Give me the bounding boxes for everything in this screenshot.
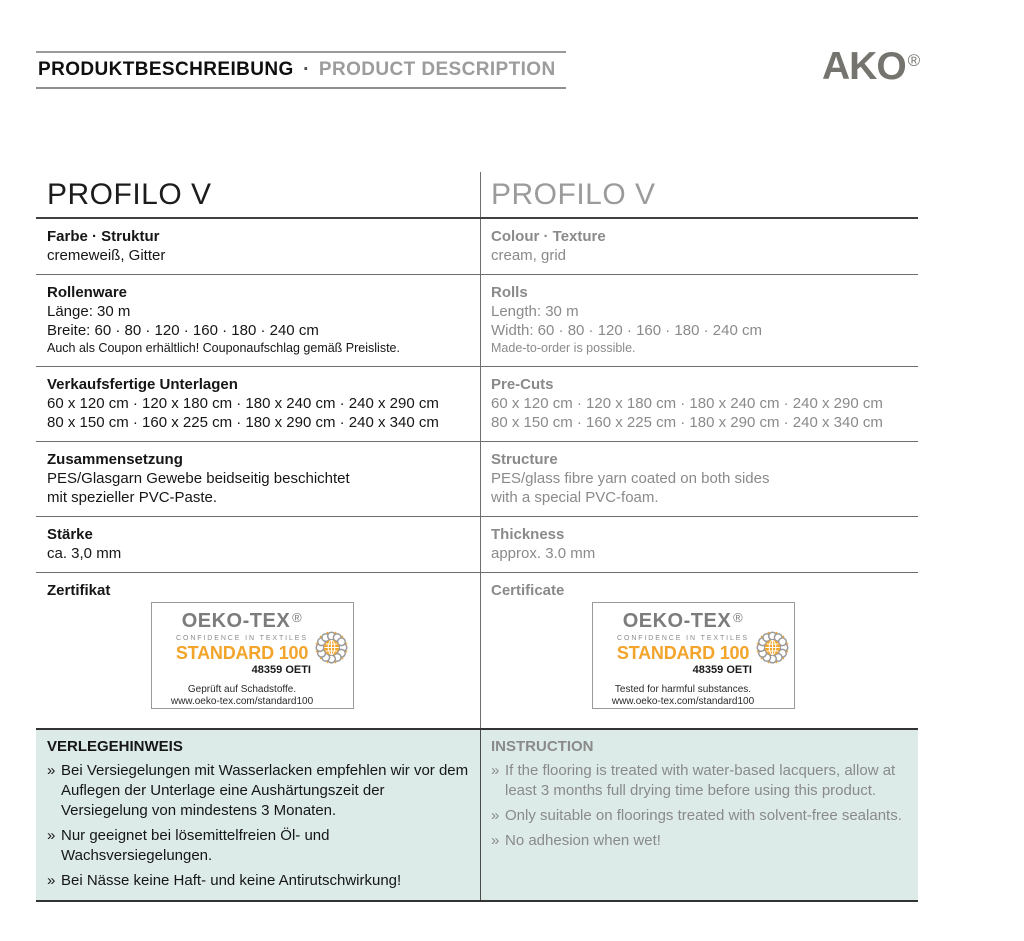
oekotex-cert-number: 48359 OETI: [692, 664, 752, 676]
thickness-value-de: ca. 3,0 mm: [47, 545, 122, 562]
rolls-label-de: Rollenware: [47, 284, 128, 301]
instruction-cell-de: [36, 730, 481, 900]
composition-line1-de: PES/Glasgarn Gewebe beidseitig beschichtet: [47, 470, 350, 487]
colour-label-en: Colour · Texture: [491, 228, 606, 245]
bullet-marker-icon: »: [47, 872, 56, 889]
rolls-cell-de: [36, 275, 481, 366]
colour-label-de: Farbe · Struktur: [47, 228, 160, 245]
rolls-width-en: Width: 60 · 80 · 120 · 160 · 180 · 240 cm: [491, 322, 762, 339]
instruction-item-en: [491, 761, 910, 801]
registered-trademark-icon: ®: [907, 51, 921, 70]
certificate-cell-en: [481, 573, 918, 728]
instruction-item-text: Bei Nässe keine Haft- und keine Antirutschwirkung!: [61, 872, 402, 889]
thickness-row: [36, 517, 918, 573]
header-title-english: PRODUCT DESCRIPTION: [318, 59, 556, 80]
bullet-marker-icon: »: [491, 807, 500, 824]
instruction-item-text: Bei Versiegelungen mit Wasserlacken empfehlen wir vor dem Auflegen der Unterlage eine Aushärtungszeit der Versiegelung von mindestens 3 Monaten.: [61, 762, 469, 819]
oekotex-url: www.oeko-tex.com/standard100: [170, 696, 314, 707]
product-title-cell-de: [36, 172, 481, 217]
bullet-marker-icon: »: [491, 762, 500, 779]
composition-label-de: Zusammensetzung: [47, 451, 183, 468]
colour-value-en: cream, grid: [491, 247, 567, 264]
rolls-length-de: Länge: 30 m: [47, 303, 131, 320]
precuts-row: [36, 367, 918, 442]
product-title-english: PROFILO V: [491, 178, 656, 211]
oekotex-text-en: [598, 610, 768, 708]
colour-value-de: cremeweiß, Gitter: [47, 247, 166, 264]
oekotex-certificate-de: [151, 602, 354, 709]
instruction-title-de: VERLEGEHINWEIS: [47, 738, 183, 755]
thickness-label-de: Stärke: [47, 526, 93, 543]
instruction-cell-en: [481, 730, 918, 900]
instruction-item-de: [47, 826, 474, 866]
rolls-label-en: Rolls: [491, 284, 528, 301]
instruction-item-en: [491, 831, 910, 851]
precuts-label-de: Verkaufsfertige Unterlagen: [47, 376, 238, 393]
ako-logo-text: AKO: [822, 45, 906, 88]
page-header: [36, 51, 566, 89]
colour-cell-de: [36, 219, 481, 274]
header-title: [36, 51, 566, 89]
rolls-row: [36, 275, 918, 367]
certificate-label-de: Zertifikat: [47, 582, 111, 599]
rolls-note-de: Auch als Coupon erhältlich! Couponaufschlag gemäß Preisliste.: [47, 341, 400, 355]
composition-line2-de: mit spezieller PVC-Paste.: [47, 489, 218, 506]
oekotex-text-de: [157, 610, 327, 708]
ako-logo: [822, 45, 921, 88]
bullet-marker-icon: »: [491, 832, 500, 849]
precuts-sizes1-en: 60 x 120 cm · 120 x 180 cm · 180 x 240 cm · 240 x 290 cm: [491, 395, 883, 412]
oekotex-brand: OEKO-TEX ®: [181, 610, 303, 632]
rolls-note-en: Made-to-order is possible.: [491, 341, 636, 355]
oekotex-url: www.oeko-tex.com/standard100: [611, 696, 755, 707]
oekotex-note-en: Tested for harmful substances.: [614, 684, 752, 695]
bullet-marker-icon: »: [47, 762, 56, 779]
composition-line2-en: with a special PVC-foam.: [491, 489, 659, 506]
composition-line1-en: PES/glass fibre yarn coated on both sides: [491, 470, 770, 487]
instruction-title-en: INSTRUCTION: [491, 738, 594, 755]
oekotex-brand: OEKO-TEX ®: [622, 610, 744, 632]
registered-trademark-icon: ®: [292, 610, 303, 625]
thickness-cell-en: [481, 517, 918, 572]
precuts-sizes2-de: 80 x 150 cm · 160 x 225 cm · 180 x 290 cm · 240 x 340 cm: [47, 414, 439, 431]
composition-row: [36, 442, 918, 517]
registered-trademark-icon: ®: [733, 610, 744, 625]
instruction-item-text: Nur geeignet bei lösemittelfreien Öl- und Wachsversiegelungen.: [61, 827, 330, 864]
thickness-value-en: approx. 3.0 mm: [491, 545, 596, 562]
oekotex-tagline: CONFIDENCE IN TEXTILES: [176, 635, 308, 642]
precuts-sizes1-de: 60 x 120 cm · 120 x 180 cm · 180 x 240 cm · 240 x 290 cm: [47, 395, 439, 412]
oekotex-standard100: STANDARD 100: [175, 643, 309, 663]
oekotex-cert-number: 48359 OETI: [251, 664, 311, 676]
instruction-item-en: [491, 806, 910, 826]
certificate-row: [36, 573, 918, 728]
header-title-german: PRODUKTBESCHREIBUNG: [38, 59, 294, 80]
product-title-german: PROFILO V: [47, 178, 212, 211]
thickness-label-en: Thickness: [491, 526, 565, 543]
composition-cell-de: [36, 442, 481, 516]
instruction-item-text: Only suitable on floorings treated with solvent-free sealants.: [505, 807, 902, 824]
oekotex-flower-icon: [754, 629, 791, 666]
thickness-cell-de: [36, 517, 481, 572]
oekotex-certificate-en: [592, 602, 795, 709]
header-title-separator: ·: [303, 59, 310, 80]
instruction-item-de: [47, 761, 474, 821]
composition-cell-en: [481, 442, 918, 516]
precuts-cell-de: [36, 367, 481, 441]
oekotex-note-de: Geprüft auf Schadstoffe.: [187, 684, 297, 695]
product-spec-table: [36, 172, 918, 902]
certificate-label-en: Certificate: [491, 582, 565, 599]
product-title-row: [36, 172, 918, 219]
bullet-marker-icon: »: [47, 827, 56, 844]
colour-cell-en: [481, 219, 918, 274]
instruction-notice: [36, 728, 918, 902]
composition-label-en: Structure: [491, 451, 558, 468]
rolls-length-en: Length: 30 m: [491, 303, 579, 320]
rolls-width-de: Breite: 60 · 80 · 120 · 160 · 180 · 240 cm: [47, 322, 319, 339]
rolls-cell-en: [481, 275, 918, 366]
oekotex-tagline: CONFIDENCE IN TEXTILES: [617, 635, 749, 642]
precuts-label-en: Pre-Cuts: [491, 376, 554, 393]
instruction-item-de: [47, 871, 474, 891]
precuts-sizes2-en: 80 x 150 cm · 160 x 225 cm · 180 x 290 cm · 240 x 340 cm: [491, 414, 883, 431]
oekotex-standard100: STANDARD 100: [616, 643, 750, 663]
oekotex-flower-icon: [313, 629, 350, 666]
instruction-item-text: No adhesion when wet!: [505, 832, 661, 849]
instruction-item-text: If the flooring is treated with water-based lacquers, allow at least 3 months full drying time before using this product.: [505, 762, 896, 799]
certificate-cell-de: [36, 573, 481, 728]
precuts-cell-en: [481, 367, 918, 441]
colour-row: [36, 219, 918, 275]
product-title-cell-en: [481, 172, 918, 217]
